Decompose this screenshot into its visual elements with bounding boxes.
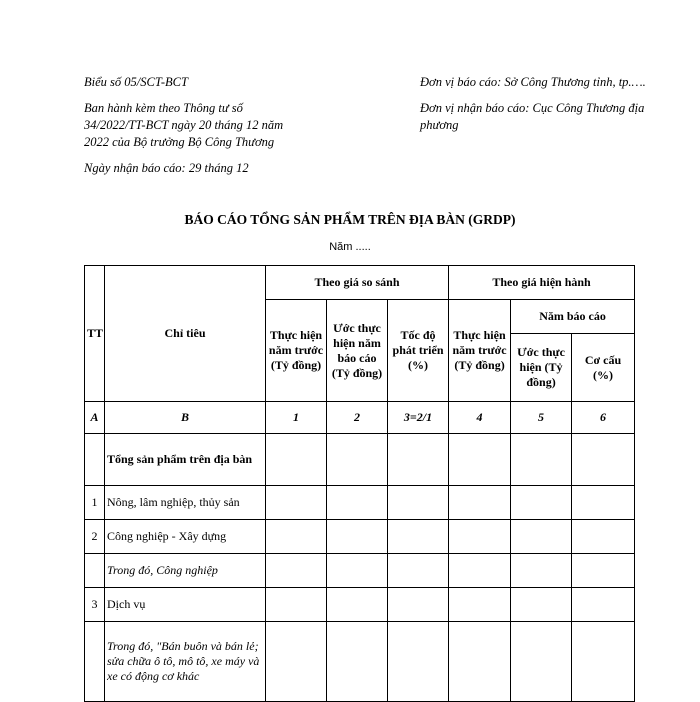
data-cell — [266, 520, 327, 554]
code-cell: A — [85, 402, 105, 434]
row-tt: 2 — [85, 520, 105, 554]
header-estimate: Ước thực hiện năm báo cáo (Tỷ đồng) — [327, 300, 388, 402]
table-row — [85, 554, 635, 588]
issued-with-text: Ban hành kèm theo Thông tư số 34/2022/TT-BCT ngày 20 tháng 12 năm 2022 của Bộ trưởng Bộ Công Thương — [84, 101, 284, 149]
receive-date-text: Ngày nhận báo cáo: 29 tháng 12 — [84, 161, 249, 175]
header-tt: TT — [85, 266, 105, 402]
data-cell — [327, 588, 388, 622]
data-cell — [511, 486, 572, 520]
header-chi-tieu: Chỉ tiêu — [105, 266, 266, 402]
report-title: BÁO CÁO TỔNG SẢN PHẨM TRÊN ĐỊA BÀN (GRDP) — [184, 212, 516, 227]
row-label: Trong đó, "Bán buôn và bán lẻ; sửa chữa ô tô, mô tô, xe máy và xe có động cơ khác — [105, 622, 266, 702]
header-growth-rate: Tốc độ phát triển (%) — [388, 300, 449, 402]
row-tt — [85, 554, 105, 588]
data-cell — [572, 588, 635, 622]
data-cell — [511, 554, 572, 588]
data-cell — [388, 588, 449, 622]
data-cell — [327, 622, 388, 702]
row-label: Nông, lâm nghiệp, thủy sản — [105, 486, 266, 520]
data-cell — [266, 588, 327, 622]
data-cell — [511, 588, 572, 622]
code-cell: 2 — [327, 402, 388, 434]
code-cell: 1 — [266, 402, 327, 434]
data-cell — [327, 554, 388, 588]
receiving-unit-text: Đơn vị nhận báo cáo: Cục Công Thương địa phương — [420, 101, 645, 132]
header-left-block — [84, 74, 299, 186]
header-estimate-current: Ước thực hiện (Tỷ đồng) — [511, 334, 572, 402]
header-report-year: Năm báo cáo — [511, 300, 635, 334]
table-row — [85, 622, 635, 702]
data-cell — [449, 520, 511, 554]
data-cell — [572, 486, 635, 520]
data-cell — [327, 520, 388, 554]
data-cell — [449, 554, 511, 588]
row-label: Công nghiệp - Xây dựng — [105, 520, 266, 554]
header-prev-actual: Thực hiện năm trước (Tỷ đồng) — [266, 300, 327, 402]
row-label: Trong đó, Công nghiệp — [105, 554, 266, 588]
row-label: Tổng sản phẩm trên địa bàn — [105, 434, 266, 486]
data-cell — [327, 434, 388, 486]
data-cell — [511, 520, 572, 554]
header-structure: Cơ cấu (%) — [572, 334, 635, 402]
data-cell — [511, 434, 572, 486]
data-cell — [266, 622, 327, 702]
data-cell — [449, 486, 511, 520]
data-cell — [266, 434, 327, 486]
data-cell — [388, 520, 449, 554]
row-tt — [85, 622, 105, 702]
data-cell — [449, 588, 511, 622]
data-cell — [388, 622, 449, 702]
report-year-line: Năm ..... — [329, 241, 371, 253]
data-cell — [266, 554, 327, 588]
table-row — [85, 520, 635, 554]
header-constant-price: Theo giá so sánh — [266, 266, 449, 300]
code-cell: 3=2/1 — [388, 402, 449, 434]
grdp-table — [84, 265, 635, 702]
data-cell — [266, 486, 327, 520]
code-cell: 4 — [449, 402, 511, 434]
header-current-price: Theo giá hiện hành — [449, 266, 635, 300]
row-label: Dịch vụ — [105, 588, 266, 622]
data-cell — [388, 554, 449, 588]
row-tt: 3 — [85, 588, 105, 622]
header-prev-actual-current: Thực hiện năm trước (Tỷ đồng) — [449, 300, 511, 402]
data-cell — [388, 486, 449, 520]
code-cell: B — [105, 402, 266, 434]
data-cell — [449, 622, 511, 702]
table-row — [85, 486, 635, 520]
row-tt — [85, 434, 105, 486]
table-row — [85, 434, 635, 486]
header-right-block — [420, 74, 650, 143]
row-tt: 1 — [85, 486, 105, 520]
table-row — [85, 588, 635, 622]
reporting-unit-text: Đơn vị báo cáo: Sở Công Thương tỉnh, tp.…. — [420, 75, 646, 89]
data-cell — [572, 622, 635, 702]
form-number: Biểu số 05/SCT-BCT — [84, 75, 188, 89]
data-cell — [449, 434, 511, 486]
data-cell — [327, 486, 388, 520]
data-cell — [572, 434, 635, 486]
code-cell: 5 — [511, 402, 572, 434]
data-cell — [511, 622, 572, 702]
data-cell — [388, 434, 449, 486]
code-cell: 6 — [572, 402, 635, 434]
data-cell — [572, 520, 635, 554]
data-cell — [572, 554, 635, 588]
